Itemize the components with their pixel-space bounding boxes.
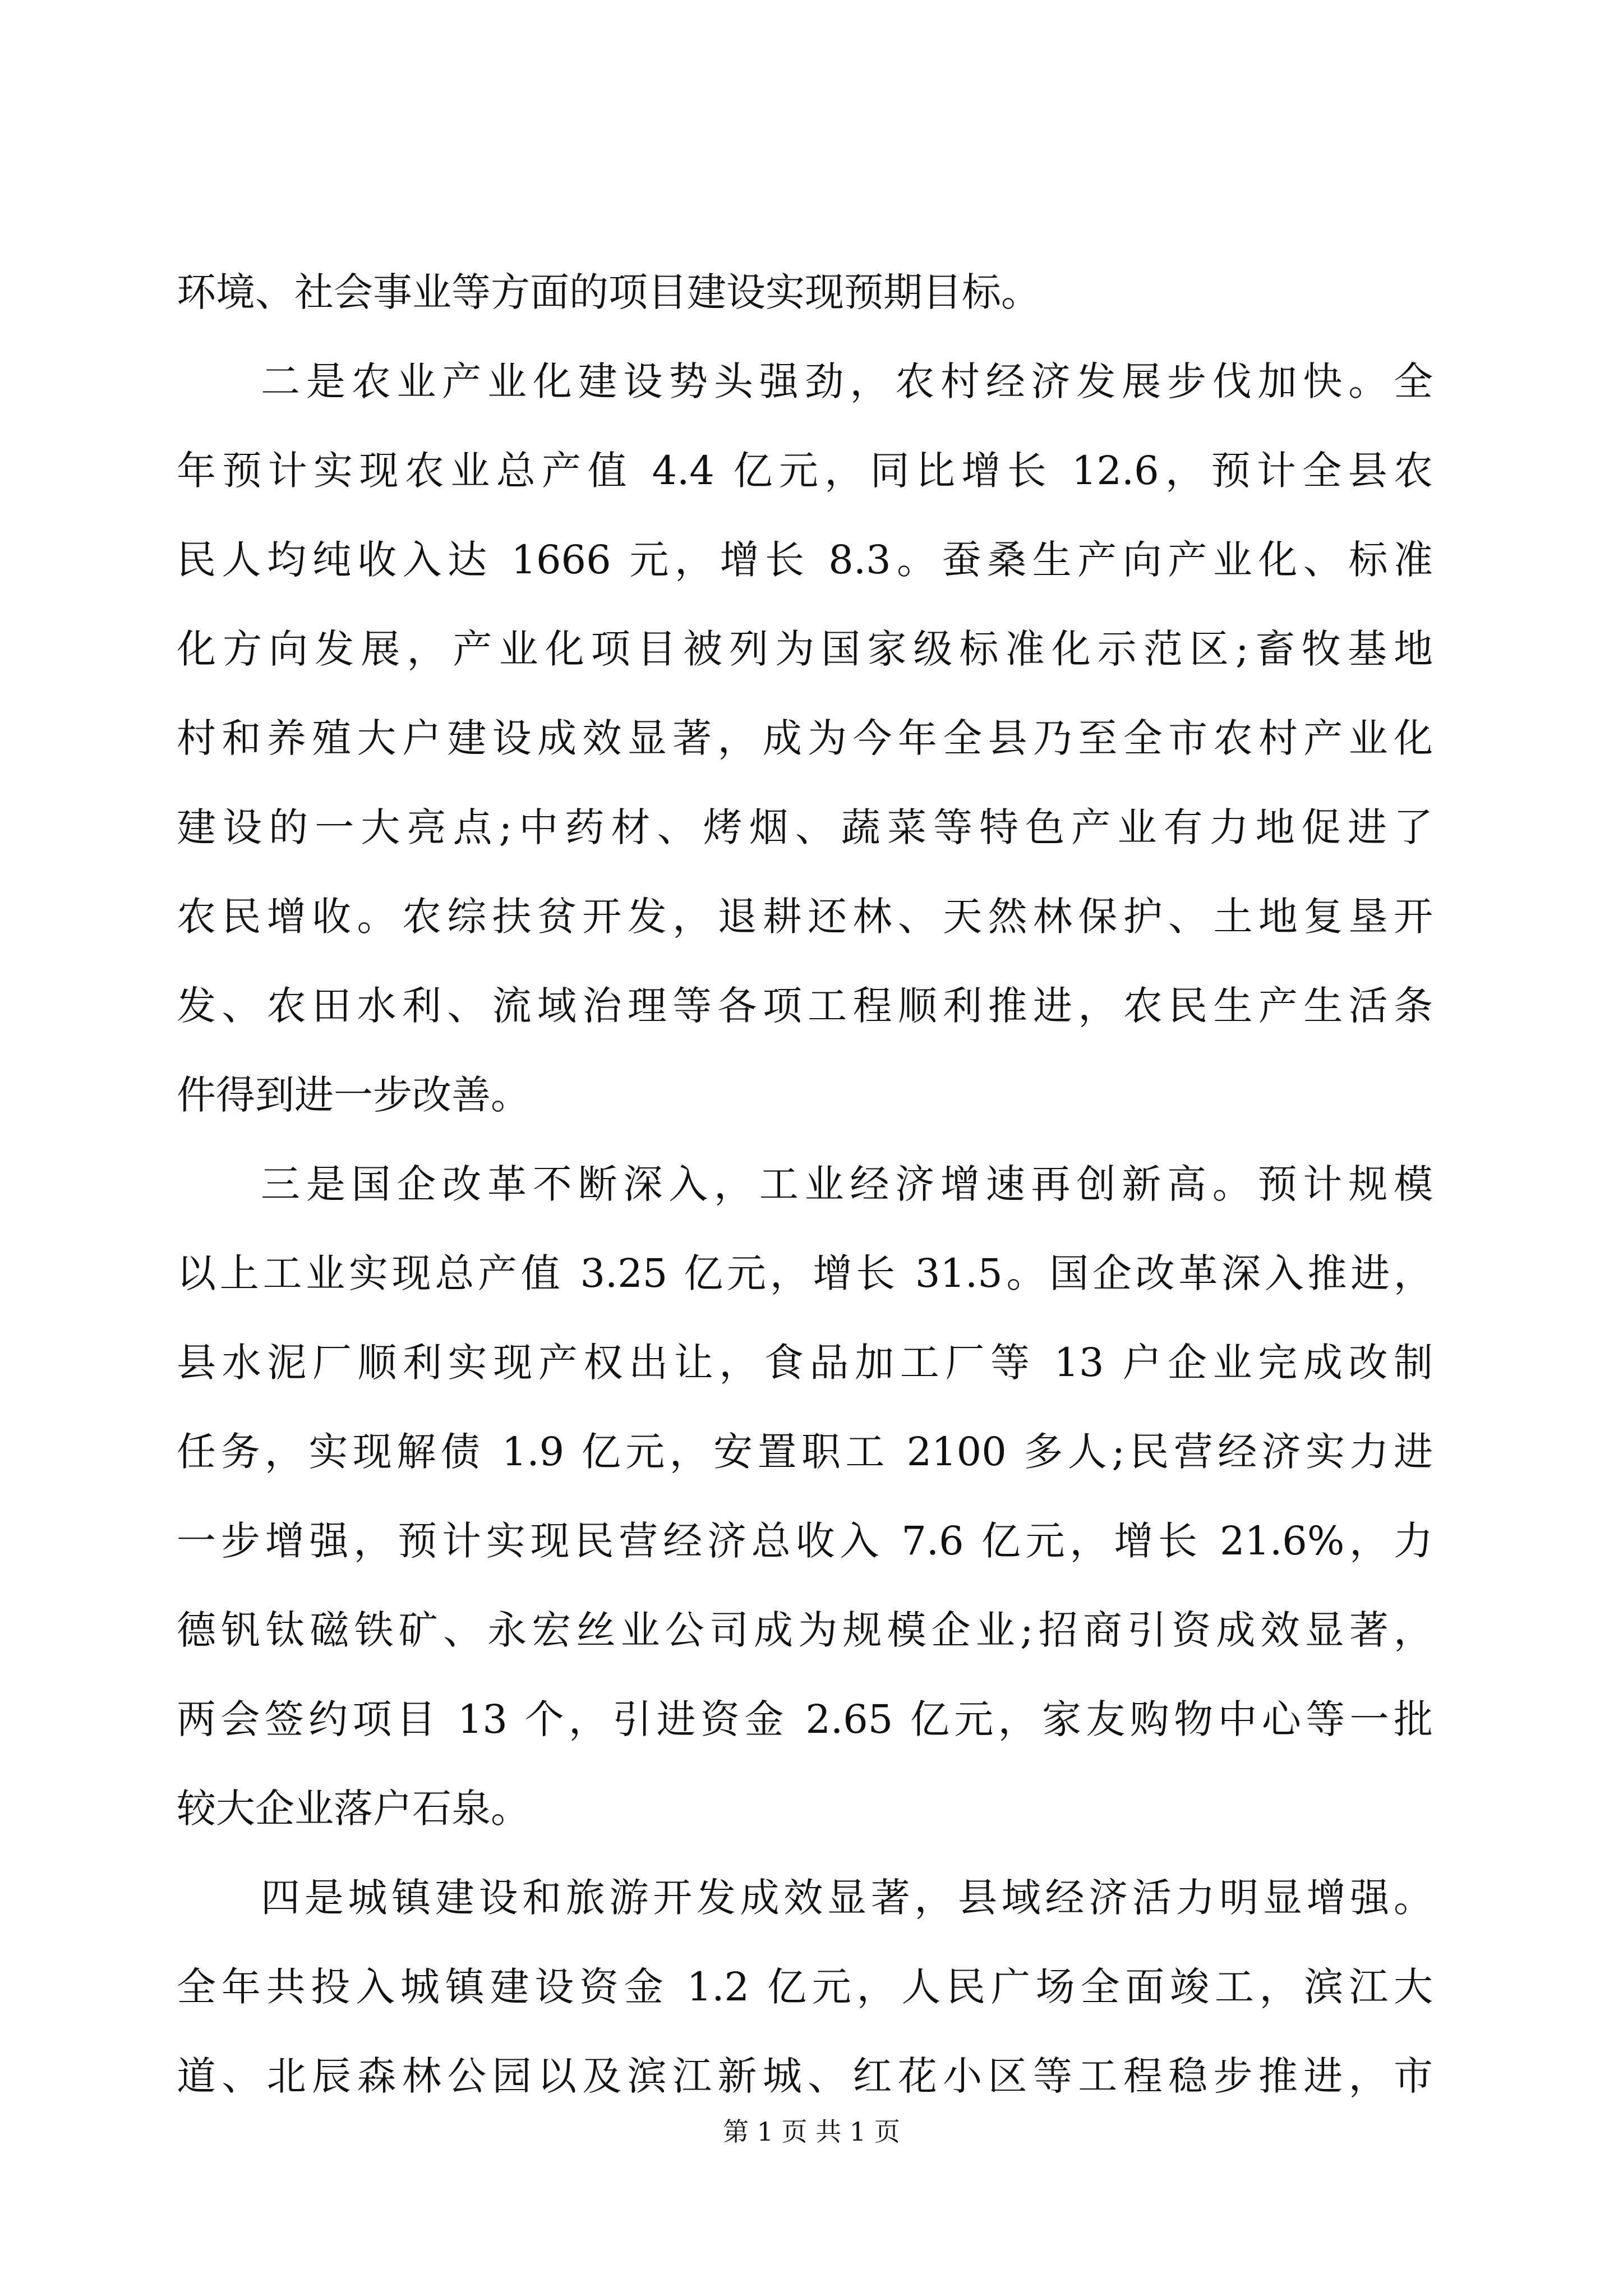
body-text [177,248,1433,2121]
text-line: 建设的一大亮点;中药材、烤烟、蔬菜等特色产业有力地促进了 [177,804,1433,850]
text-line: 道、北辰森林公园以及滨江新城、红花小区等工程稳步推进，市 [177,2053,1433,2099]
paragraph-4-start: 四是城镇建设和旅游开发成效显著，县域经济活力明显增强。 [261,1875,1433,1921]
text-line: 县水泥厂顺利实现产权出让，食品加工厂等 13 户企业完成改制 [177,1340,1433,1386]
paragraph-2-start: 二是农业产业化建设势头强劲，农村经济发展步伐加快。全 [261,358,1433,404]
text-line: 一步增强，预计实现民营经济总收入 7.6 亿元，增长 21.6%，力 [177,1518,1433,1564]
text-line: 较大企业落户石泉。 [177,1786,530,1832]
text-line: 年预计实现农业总产值 4.4 亿元，同比增长 12.6，预计全县农 [177,448,1433,494]
page-number-footer: 第 1 页 共 1 页 [723,2116,900,2147]
text-line: 农民增收。农综扶贫开发，退耕还林、天然林保护、土地复垦开 [177,894,1433,940]
text-line: 以上工业实现总产值 3.25 亿元，增长 31.5。国企改革深入推进， [177,1250,1433,1296]
text-line: 环境、社会事业等方面的项目建设实现预期目标。 [177,269,1040,315]
text-line: 民人均纯收入达 1666 元，增长 8.3。蚕桑生产向产业化、标准 [177,537,1433,583]
text-line: 任务，实现解债 1.9 亿元，安置职工 2100 多人;民营经济实力进 [177,1429,1433,1475]
text-line: 德钒钛磁铁矿、永宏丝业公司成为规模企业;招商引资成效显著， [177,1607,1433,1653]
text-line: 两会签约项目 13 个，引进资金 2.65 亿元，家友购物中心等一批 [177,1696,1433,1742]
text-line: 件得到进一步改善。 [177,1072,530,1118]
text-line: 发、农田水利、流域治理等各项工程顺利推进，农民生产生活条 [177,983,1433,1029]
text-line: 全年共投入城镇建设资金 1.2 亿元，人民广场全面竣工，滨江大 [177,1964,1433,2010]
text-line: 化方向发展，产业化项目被列为国家级标准化示范区;畜牧基地 [177,626,1433,672]
text-line: 村和养殖大户建设成效显著，成为今年全县乃至全市农村产业化 [177,715,1433,761]
paragraph-3-start: 三是国企改革不断深入，工业经济增速再创新高。预计规模 [261,1161,1433,1207]
